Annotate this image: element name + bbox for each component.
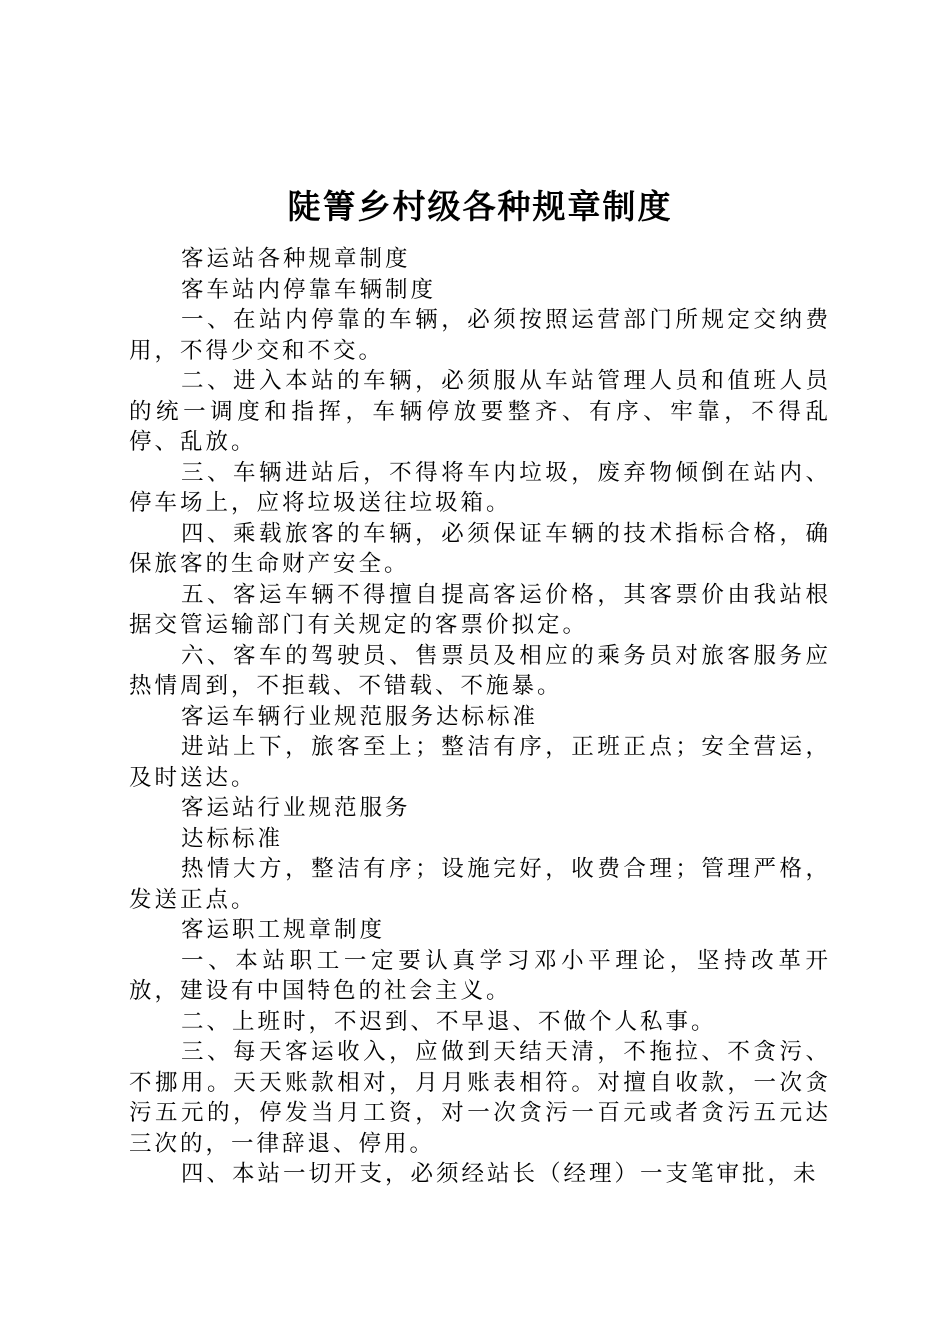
paragraph: 四、本站一切开支，必须经站长（经理）一支笔审批，未 [181, 1161, 819, 1187]
paragraph: 进站上下，旅客至上；整洁有序，正班正点；安全营运，及时送达。 [129, 734, 831, 791]
document-title: 陡箐乡村级各种规章制度 [287, 187, 673, 226]
paragraph: 二、进入本站的车辆，必须服从车站管理人员和值班人员的统一调度和指挥，车辆停放要整齐、有序、牢靠，不得乱停、乱放。 [129, 368, 831, 455]
paragraph: 六、客车的驾驶员、售票员及相应的乘务员对旅客服务应热情周到，不拒载、不错载、不施暴。 [129, 642, 831, 699]
paragraph: 三、车辆进站后，不得将车内垃圾，废弃物倾倒在站内、停车场上，应将垃圾送往垃圾箱。 [129, 459, 831, 516]
paragraph: 客运站各种规章制度 [181, 246, 411, 272]
paragraph: 一、本站职工一定要认真学习邓小平理论，坚持改革开放，建设有中国特色的社会主义。 [129, 947, 831, 1004]
paragraph: 五、客运车辆不得擅自提高客运价格，其客票价由我站根据交管运输部门有关规定的客票价拟定。 [129, 581, 831, 638]
paragraph: 热情大方，整洁有序；设施完好，收费合理；管理严格，发送正点。 [129, 856, 831, 913]
paragraph: 二、上班时，不迟到、不早退、不做个人私事。 [181, 1008, 717, 1035]
document-page [129, 182, 831, 1190]
paragraph: 达标标准 [181, 825, 284, 852]
paragraph: 客车站内停靠车辆制度 [181, 276, 437, 303]
paragraph: 一、在站内停靠的车辆，必须按照运营部门所规定交纳费用，不得少交和不交。 [129, 307, 831, 364]
paragraph: 客运职工规章制度 [181, 917, 386, 943]
paragraph: 四、乘载旅客的车辆，必须保证车辆的技术指标合格，确保旅客的生命财产安全。 [129, 520, 831, 577]
paragraph: 客运站行业规范服务 [181, 795, 411, 821]
paragraph: 三、每天客运收入，应做到天结天清，不拖拉、不贪污、不挪用。天天账款相对，月月账表相符。对擅自收款，一次贪污五元的，停发当月工资，对一次贪污一百元或者贪污五元达三次的，一律辞退、停用。 [129, 1039, 831, 1157]
paragraph: 客运车辆行业规范服务达标标准 [181, 703, 539, 730]
